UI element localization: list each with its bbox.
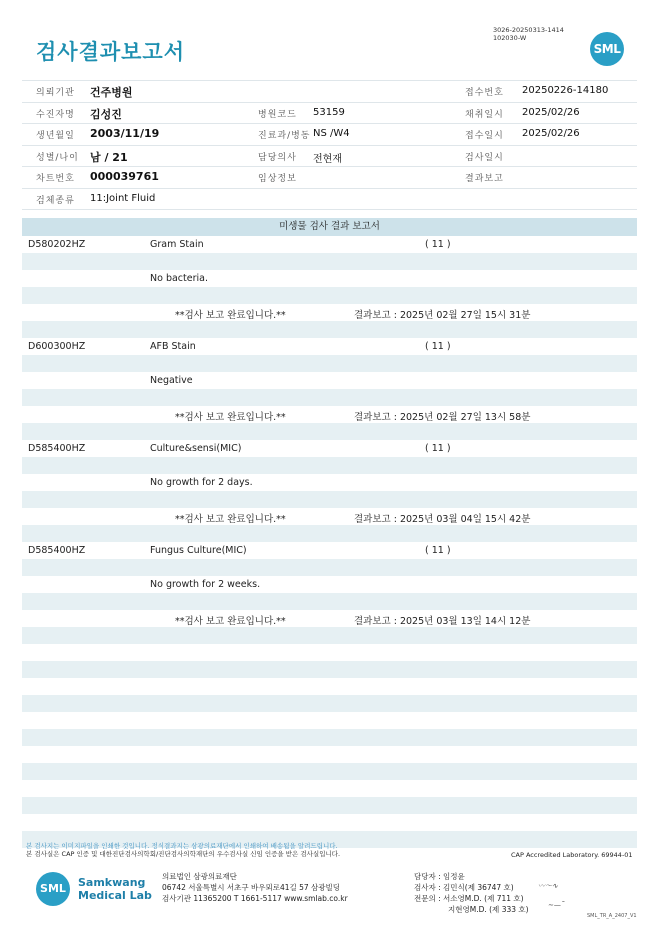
- signature-mark-2: ∼—˜: [548, 901, 565, 909]
- test-report-time: 결과보고 : 2025년 02월 27일 13시 58분: [354, 412, 531, 423]
- staff-manager: 담당자 : 임정윤: [414, 872, 465, 881]
- birth-value: 2003/11/19: [90, 127, 160, 140]
- test-code: D585400HZ: [28, 443, 86, 454]
- collect-date-value: 2025/02/26: [522, 106, 580, 118]
- result-band: [22, 593, 637, 610]
- dept-value: NS /W4: [313, 128, 350, 139]
- specimen-value: 11:Joint Fluid: [90, 192, 156, 204]
- sex-age-value: 남 / 21: [90, 150, 128, 164]
- result-band: [22, 729, 637, 746]
- result-band: [22, 814, 637, 831]
- lab-contact: 검사기관 11365200 T 1661-5117 www.smlab.co.kr: [162, 894, 348, 903]
- exam-date-label: 검사일시: [465, 152, 504, 163]
- result-band: [22, 474, 637, 491]
- hospital-label: 의뢰기관: [36, 88, 75, 98]
- hospital-code-value: 53159: [313, 106, 345, 118]
- test-report-time: 결과보고 : 2025년 03월 13일 14시 12분: [354, 616, 531, 627]
- name-value: 김성진: [90, 107, 122, 121]
- staff-list: [414, 871, 529, 915]
- result-label: 결과보고: [465, 174, 504, 184]
- receipt-date-label: 접수일시: [465, 131, 504, 141]
- info-row-3: [22, 124, 637, 146]
- test-report-time: 결과보고 : 2025년 03월 04일 15시 42분: [354, 514, 531, 525]
- cap-accreditation: CAP Accredited Laboratory. 69944-01: [511, 851, 633, 859]
- test-name: Culture&sensi(MIC): [150, 443, 242, 454]
- report-title: 검사결과보고서: [36, 40, 186, 64]
- result-band: [22, 355, 637, 372]
- result-band: [22, 763, 637, 780]
- result-band: [22, 678, 637, 695]
- test-result: No growth for 2 days.: [150, 477, 253, 488]
- section-heading: 미생물 검사 결과 보고서: [22, 218, 637, 236]
- result-bands: [22, 236, 637, 848]
- sex-age-label: 성별/나이: [36, 152, 79, 163]
- document-id-line-1: 3026-20250313-1414: [493, 26, 564, 34]
- test-complete-notice: **검사 보고 완료입니다.**: [175, 310, 286, 321]
- test-name: Fungus Culture(MIC): [150, 545, 247, 556]
- micro-result-section: [22, 218, 637, 848]
- lab-address: [162, 871, 348, 904]
- result-band: [22, 661, 637, 678]
- result-band: [22, 423, 637, 440]
- sml-logo: SML: [590, 32, 624, 66]
- result-band: [22, 457, 637, 474]
- form-id: SML_TR_A_2407_V1: [587, 913, 637, 919]
- footnote-accreditation: 본 검사실은 CAP 인증 및 대한진단검사의학회/진단검사의학재단의 우수검사실 신임 인증을 받은 검사실입니다.: [26, 850, 341, 858]
- info-row-2: [22, 103, 637, 125]
- test-code: D580202HZ: [28, 239, 86, 250]
- hospital-value: 건주병원: [90, 86, 133, 99]
- result-band: [22, 780, 637, 797]
- info-row-5: [22, 167, 637, 189]
- result-band: [22, 610, 637, 627]
- document-id: [493, 26, 564, 42]
- signature-mark: 〰〜∿: [538, 882, 558, 890]
- collect-date-label: 채취일시: [465, 109, 504, 120]
- clinical-label: 임상정보: [258, 174, 297, 184]
- lab-name-line-1: Samkwang: [78, 876, 146, 889]
- test-code: D585400HZ: [28, 545, 86, 556]
- lab-name: [78, 876, 152, 902]
- result-band: [22, 746, 637, 763]
- lab-org-name: 의료법인 삼광의료재단: [162, 872, 237, 881]
- dept-label: 진료과/병동: [258, 131, 311, 141]
- info-row-6: [22, 189, 637, 211]
- test-complete-notice: **검사 보고 완료입니다.**: [175, 616, 286, 627]
- test-complete-notice: **검사 보고 완료입니다.**: [175, 412, 286, 423]
- result-band: [22, 797, 637, 814]
- result-band: [22, 559, 637, 576]
- test-code: D600300HZ: [28, 341, 86, 352]
- specimen-label: 검체종류: [36, 195, 75, 206]
- test-specimen: ( 11 ): [425, 341, 451, 352]
- result-band: [22, 236, 637, 253]
- receipt-no-label: 접수번호: [465, 88, 504, 98]
- test-report-time: 결과보고 : 2025년 02월 27일 15시 31분: [354, 310, 531, 321]
- result-band: [22, 406, 637, 423]
- result-band: [22, 695, 637, 712]
- result-band: [22, 440, 637, 457]
- patient-info: [22, 80, 637, 210]
- test-complete-notice: **검사 보고 완료입니다.**: [175, 514, 286, 525]
- result-band: [22, 338, 637, 355]
- result-band: [22, 287, 637, 304]
- result-band: [22, 508, 637, 525]
- result-band: [22, 304, 637, 321]
- test-name: Gram Stain: [150, 239, 204, 250]
- chart-value: 000039761: [90, 170, 159, 183]
- result-band: [22, 576, 637, 593]
- doctor-value: 전현재: [313, 153, 342, 165]
- footer-logo-circle: SML: [36, 872, 70, 906]
- result-band: [22, 491, 637, 508]
- result-band: [22, 712, 637, 729]
- test-result: No bacteria.: [150, 273, 208, 284]
- staff-tester: 검사자 : 김민식(제 36747 호): [414, 883, 514, 892]
- test-specimen: ( 11 ): [425, 239, 451, 250]
- test-result: No growth for 2 weeks.: [150, 579, 261, 590]
- staff-specialist-1: 전문의 : 서소영M.D. (제 711 호): [414, 894, 524, 903]
- lab-name-line-2: Medical Lab: [78, 889, 152, 902]
- info-row-1: [22, 80, 637, 103]
- result-band: [22, 627, 637, 644]
- lab-street-address: 06742 서울특별시 서초구 바우뫼로41길 57 삼광빌딩: [162, 883, 341, 892]
- name-label: 수진자명: [36, 109, 75, 120]
- result-band: [22, 253, 637, 270]
- test-specimen: ( 11 ): [425, 545, 451, 556]
- result-band: [22, 270, 637, 287]
- doctor-label: 담당의사: [258, 152, 297, 163]
- document-id-line-2: 102030-W: [493, 34, 527, 42]
- result-band: [22, 389, 637, 406]
- birth-label: 생년월일: [36, 131, 75, 141]
- chart-label: 차트번호: [36, 174, 75, 184]
- footnote-print-notice: 본 검사지는 이미지파일을 인쇄한 것입니다. 정식결과지는 삼광의료재단에서 인쇄하여 배송됨을 알려드립니다.: [26, 842, 338, 850]
- result-band: [22, 372, 637, 389]
- receipt-date-value: 2025/02/26: [522, 128, 580, 139]
- result-band: [22, 644, 637, 661]
- receipt-no-value: 20250226-14180: [522, 85, 609, 96]
- test-specimen: ( 11 ): [425, 443, 451, 454]
- hospital-code-label: 병원코드: [258, 109, 297, 120]
- test-name: AFB Stain: [150, 341, 196, 352]
- footnotes: [26, 842, 340, 858]
- result-band: [22, 542, 637, 559]
- result-band: [22, 321, 637, 338]
- staff-specialist-2: 지현영M.D. (제 333 호): [448, 905, 529, 914]
- result-band: [22, 525, 637, 542]
- test-result: Negative: [150, 375, 193, 386]
- info-row-4: [22, 146, 637, 168]
